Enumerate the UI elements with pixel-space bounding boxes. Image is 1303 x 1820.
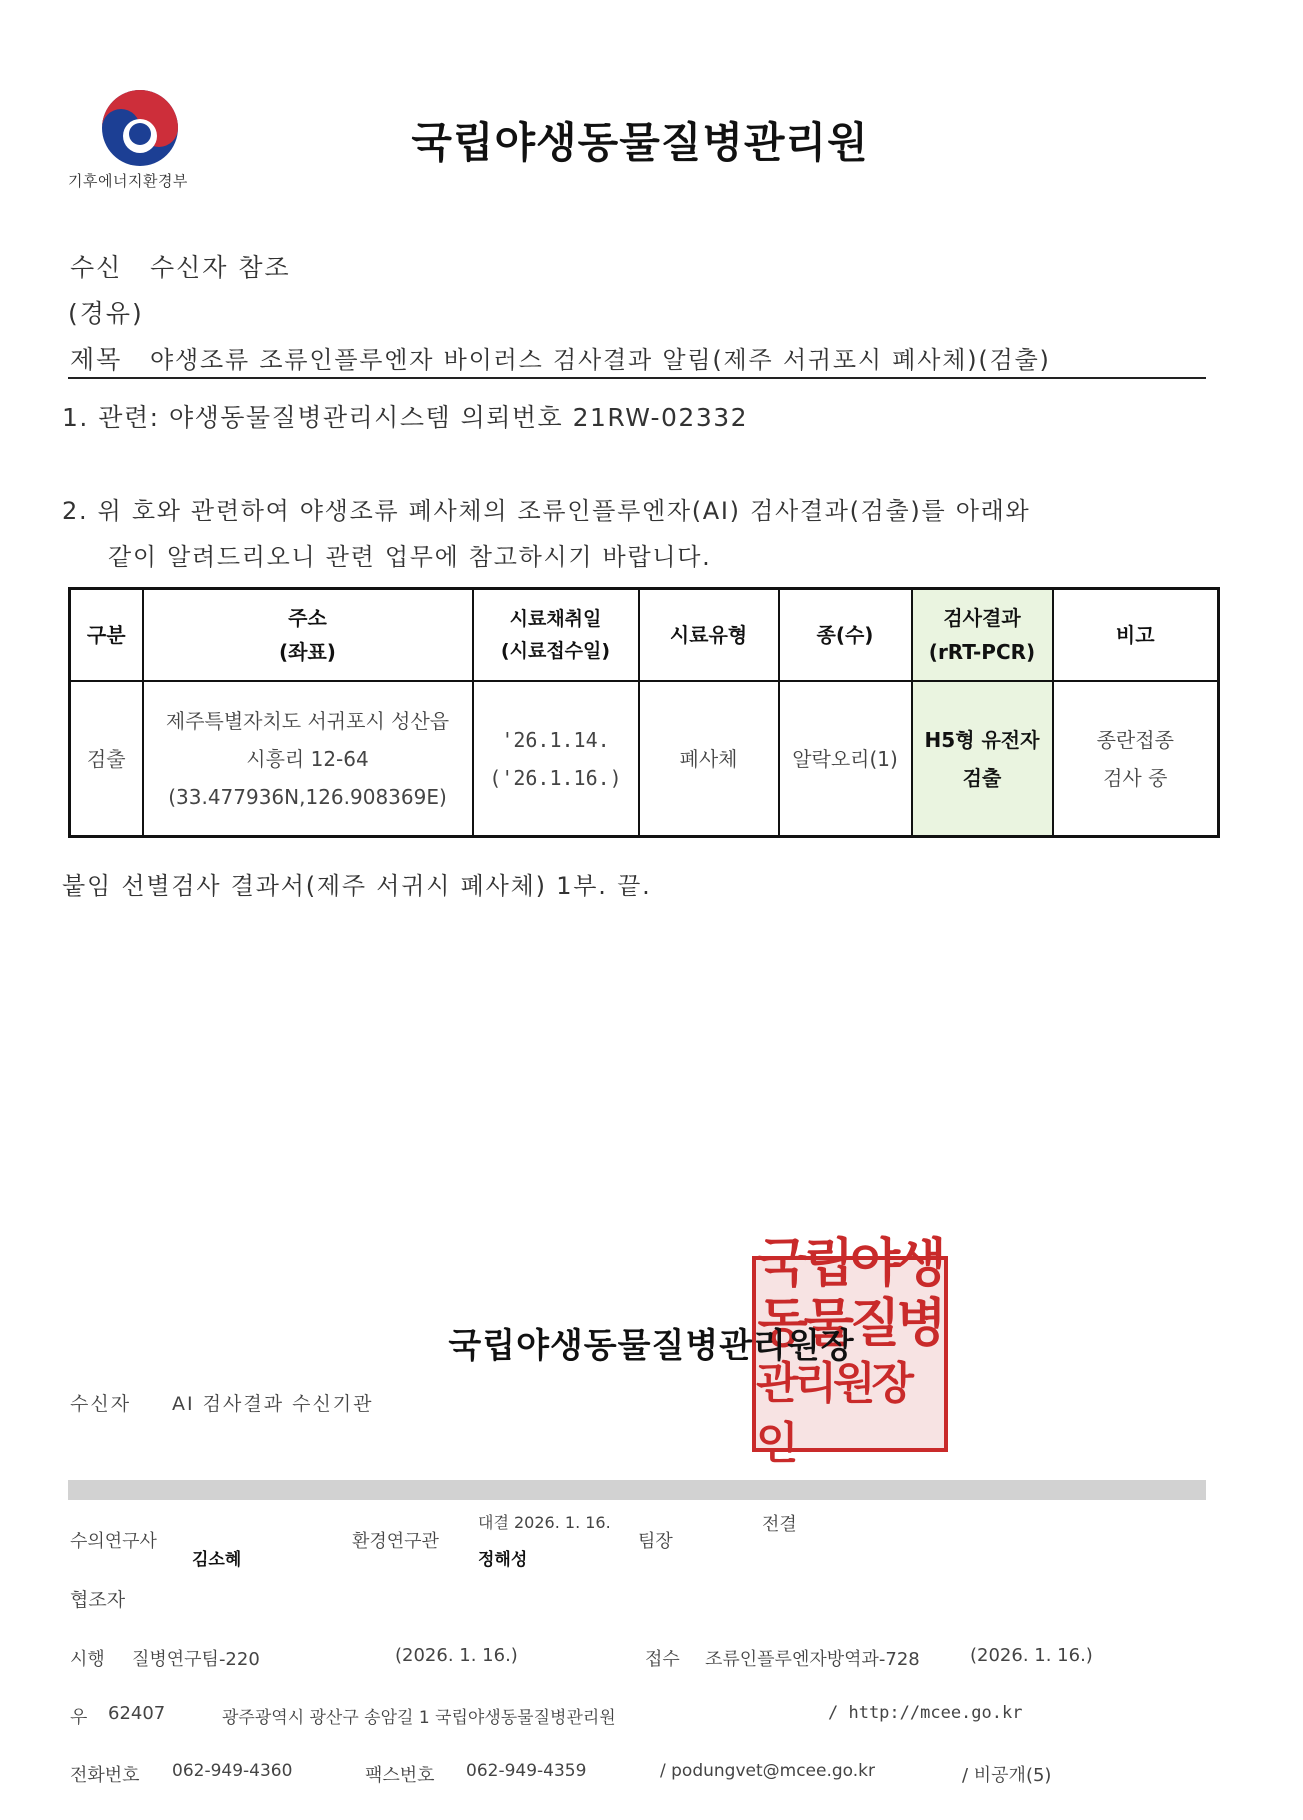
header-date-line-2: (시료접수일)	[500, 640, 611, 662]
stamp-line-3: 관리원장인	[756, 1358, 911, 1469]
header-address	[143, 589, 473, 682]
fax-number: 062-949-4359	[466, 1761, 587, 1781]
receipt-label: 접수	[645, 1649, 680, 1670]
header-address-line-1: 주소	[288, 606, 327, 630]
organization-title: 국립야생동물질병관리원	[411, 118, 869, 167]
subject-underline	[68, 377, 1206, 379]
signature-title: 국립야생동물질병관리원장	[448, 1326, 855, 1366]
enforce-date: (2026. 1. 16.)	[395, 1645, 518, 1666]
cell-result	[912, 681, 1053, 837]
receivers-value: AI 검사결과 수신기관	[172, 1393, 374, 1415]
email-link[interactable]: / podungvet@mcee.go.kr	[660, 1761, 875, 1781]
disclosure-status: / 비공개(5)	[962, 1765, 1052, 1786]
subject-value: 야생조류 조류인플루엔자 바이러스 검사결과 알림(제주 서귀포시 폐사체)(검출)	[150, 346, 1051, 374]
body-item-2-line-1: 2. 위 호와 관련하여 야생조류 폐사체의 조류인플루엔자(AI) 검사결과(검출)를 아래와	[62, 497, 1031, 525]
phone-label: 전화번호	[70, 1765, 140, 1786]
researcher-name: 김소혜	[192, 1550, 242, 1570]
env-researcher-label: 환경연구관	[352, 1531, 439, 1552]
postal-label: 우	[70, 1707, 88, 1728]
cell-sample-type: 폐사체	[639, 681, 779, 837]
header-result-line-1: 검사결과	[943, 606, 1021, 630]
final-approval-label: 전결	[762, 1514, 797, 1535]
env-researcher-name: 정해성	[478, 1550, 528, 1570]
cooperator-label: 협조자	[70, 1589, 126, 1611]
recipient-value: 수신자 참조	[150, 253, 291, 282]
enforce-number: 질병연구팀-220	[132, 1649, 260, 1670]
recipient-label: 수신	[70, 253, 123, 282]
cell-address	[143, 681, 473, 837]
fax-label: 팩스번호	[365, 1765, 435, 1786]
cell-result-line-1: H5형 유전자	[924, 727, 1040, 752]
table-header-row	[70, 589, 1219, 682]
header-category: 구분	[70, 589, 143, 682]
footer-divider-bar	[68, 1480, 1206, 1500]
street-address: 광주광역시 광산구 송암길 1 국립야생동물질병관리원	[222, 1708, 616, 1728]
cell-species: 알락오리(1)	[779, 681, 912, 837]
header-address-line-2: (좌표)	[279, 640, 336, 664]
cell-date-line-2: ('26.1.16.)	[489, 765, 622, 790]
header-species: 종(수)	[779, 589, 912, 682]
phone-number: 062-949-4360	[172, 1761, 293, 1781]
cell-category: 검출	[70, 681, 143, 837]
receivers-label: 수신자	[70, 1393, 132, 1415]
header-sampling-date	[473, 589, 639, 682]
cell-date-line-1: '26.1.14.	[501, 727, 610, 752]
postal-code: 62407	[108, 1703, 166, 1724]
ministry-logo-text: 기후에너지환경부	[68, 172, 188, 190]
cell-address-line-3: (33.477936N,126.908369E)	[168, 784, 447, 809]
cell-address-line-1: 제주특별자치도 서귀포시 성산읍	[165, 708, 450, 733]
attachment-line: 붙임 선별검사 결과서(제주 서귀시 폐사체) 1부. 끝.	[62, 872, 652, 900]
env-approval-date: 대결 2026. 1. 16.	[478, 1513, 611, 1532]
homepage-link[interactable]: / http://mcee.go.kr	[828, 1703, 1023, 1723]
receipt-number: 조류인플루엔자방역과-728	[705, 1649, 920, 1670]
stamp-line-1: 국립야생	[757, 1234, 943, 1294]
header-date-line-1: 시료채취일	[509, 607, 602, 630]
header-remarks: 비고	[1053, 589, 1219, 682]
researcher-label: 수의연구사	[70, 1531, 157, 1552]
cell-address-line-2: 시흥리 12-64	[246, 746, 369, 771]
table-row	[70, 681, 1219, 837]
header-sample-type: 시료유형	[639, 589, 779, 682]
stamp-line-2: 동물질병	[757, 1294, 943, 1354]
via-label: (경유)	[68, 299, 144, 328]
body-item-2-line-2: 같이 알려드리오니 관련 업무에 참고하시기 바랍니다.	[108, 543, 712, 571]
cell-remarks-line-1: 종란접종	[1096, 727, 1174, 752]
enforce-label: 시행	[70, 1649, 105, 1670]
receipt-date: (2026. 1. 16.)	[970, 1645, 1093, 1666]
subject-label: 제목	[70, 345, 123, 374]
cell-result-line-2: 검출	[962, 765, 1002, 790]
cell-remarks	[1053, 681, 1219, 837]
result-table	[68, 587, 1220, 838]
body-item-1: 1. 관련: 야생동물질병관리시스템 의뢰번호 21RW-02332	[62, 403, 749, 432]
header-result-line-2: (rRT-PCR)	[928, 640, 1036, 664]
cell-remarks-line-2: 검사 중	[1103, 765, 1168, 790]
header-result	[912, 589, 1053, 682]
cell-dates	[473, 681, 639, 837]
team-leader-label: 팀장	[638, 1531, 673, 1552]
